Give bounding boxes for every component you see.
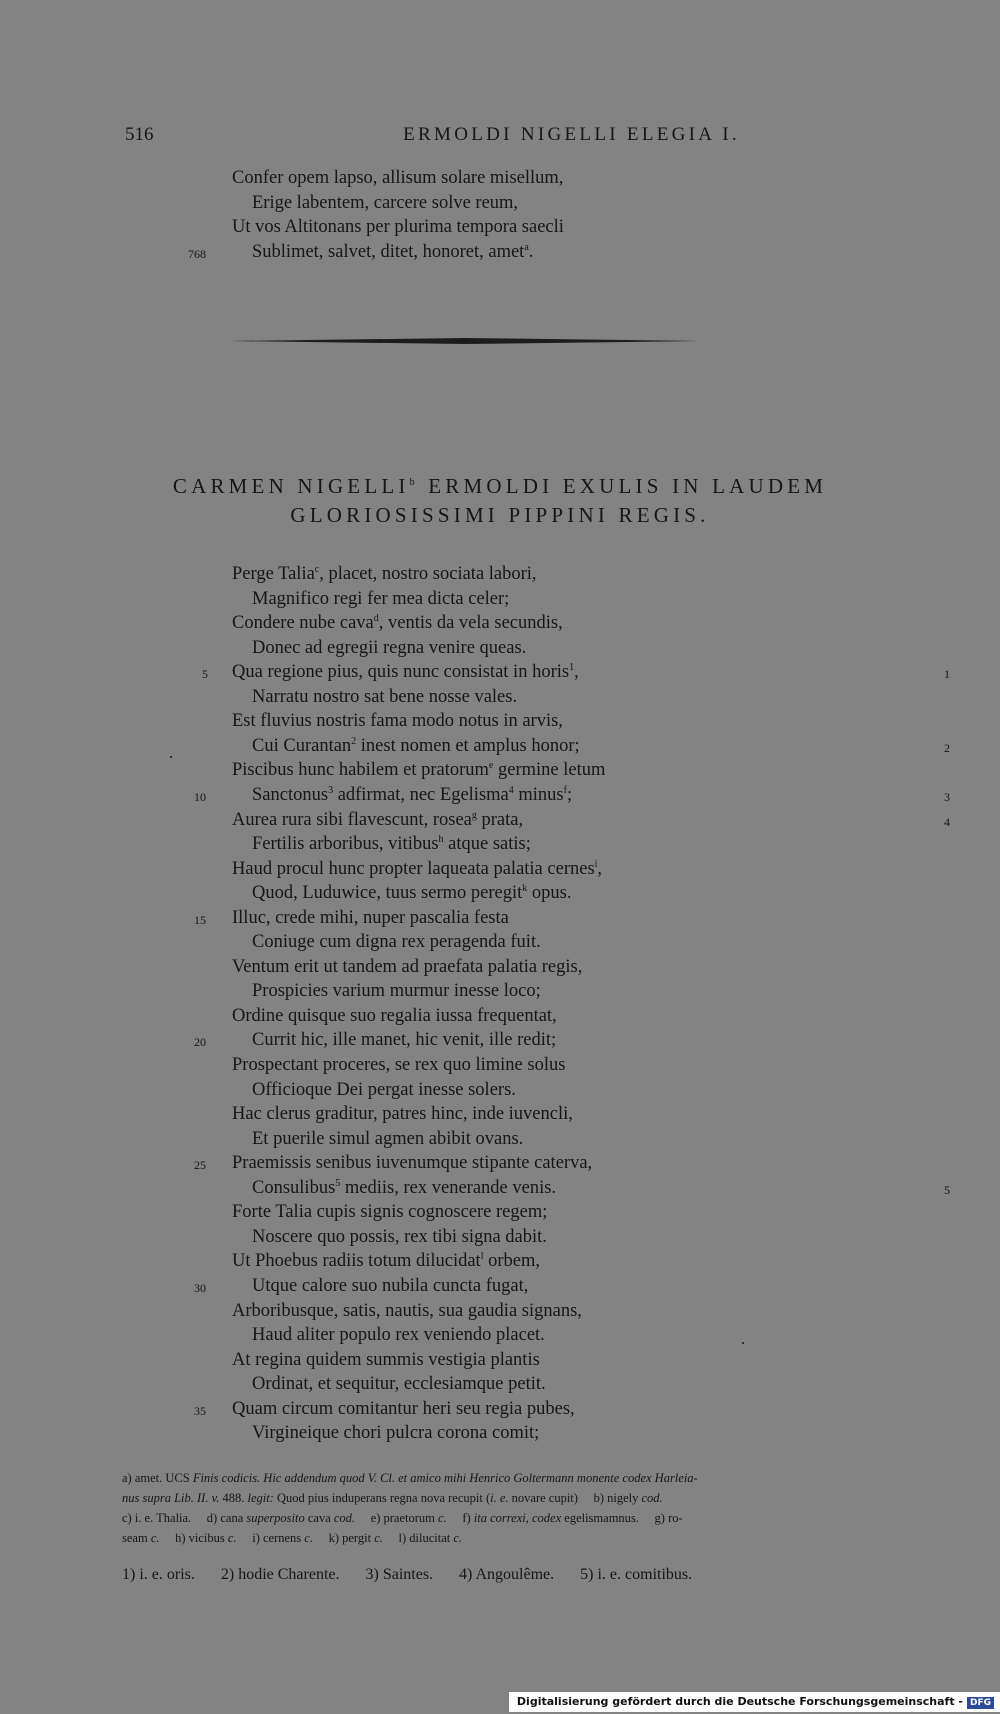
- verse-line: Noscere quo possis, rex tibi signa dabit.: [252, 1226, 547, 1247]
- line-number: 30: [194, 1280, 206, 1295]
- verse-line: Consulibus$^5$ mediis, rex venerande venis.: [252, 1177, 557, 1198]
- verse-line: Haud procul hunc propter laqueata palatia cernes$^i$,: [232, 858, 603, 879]
- line-number: 20: [194, 1035, 206, 1050]
- verse-line: Piscibus hunc habilem et pratorum$^e$ germine letum: [232, 760, 606, 781]
- verse-line: Aurea rura sibi flavescunt, rosea$^g$ prata,: [232, 809, 524, 830]
- critical-note-line-3: c) i. e. Thalia. d) cana superposito cava cod. e) praetorum c. f) ita correxi, codex egelismamnus. g) ro-: [122, 1511, 683, 1525]
- marginal-note-ref: 5: [944, 1182, 950, 1197]
- marginal-note-ref: 4: [944, 814, 950, 829]
- verse-line: Quam circum comitantur heri seu regia pubes,: [232, 1398, 575, 1419]
- verse-line: Utque calore suo nubila cuncta fugat,: [252, 1275, 529, 1296]
- verse-line: Ordinat, et sequitur, ecclesiamque petit.: [252, 1374, 546, 1395]
- verse-line: Arboribusque, satis, nautis, sua gaudia signans,: [232, 1300, 582, 1321]
- page-header: [125, 124, 740, 154]
- verse-line: Ut Phoebus radiis totum dilucidat$^l$ orbem,: [232, 1251, 540, 1272]
- dfg-logo: DFG: [967, 1697, 994, 1709]
- verse-line: Officioque Dei pergat inesse solers.: [252, 1079, 516, 1100]
- verse-line: Virgineique chori pulcra corona comit;: [252, 1423, 540, 1444]
- poem-title-line-2: GLORIOSISSIMI PIPPINI REGIS.: [290, 503, 710, 527]
- verse-line: Haud aliter populo rex veniendo placet.: [252, 1325, 545, 1346]
- line-number: 35: [194, 1403, 206, 1418]
- marginal-note-ref: 3: [944, 789, 950, 804]
- verse-line: Ordine quisque suo regalia iussa frequentat,: [232, 1005, 557, 1026]
- verse-line: Sublimet, salvet, ditet, honoret, amet$^a$.: [252, 241, 534, 262]
- section-divider-rule: [230, 336, 700, 346]
- critical-note-line-4: seam c. h) vicibus c. i) cernens c. k) pergit c. l) dilucitat c.: [122, 1531, 463, 1545]
- verse-line: Prospectant proceres, se rex quo limine solus: [232, 1055, 566, 1075]
- verse-line: Quod, Luduwice, tuus sermo peregit$^k$ opus.: [252, 882, 572, 904]
- line-number: 10: [194, 789, 206, 804]
- critical-note-line-2: nus supra Lib. II. v. 488. legit: Quod pius induperans regna nova recupit (i. e. novare cupit) b) nigely cod.: [122, 1491, 663, 1505]
- verse-line: Et puerile simul agmen abibit ovans.: [252, 1128, 524, 1149]
- explanatory-note: 1) i. e. oris.: [122, 1566, 195, 1583]
- explanatory-note: 3) Saintes.: [365, 1566, 434, 1583]
- verse-line: Est fluvius nostris fama modo notus in arvis,: [232, 711, 563, 732]
- verse-line: Cui Curantan$^2$ inest nomen et amplus honor;: [252, 735, 580, 756]
- poem-title-line-1: CARMEN NIGELLI$^b$ ERMOLDI EXULIS IN LAUDEM: [172, 474, 828, 498]
- explanatory-note: 5) i. e. comitibus.: [580, 1566, 693, 1583]
- explanatory-note: 2) hodie Charente.: [220, 1566, 340, 1583]
- line-number: 15: [194, 912, 206, 927]
- verse-line: Ut vos Altitonans per plurima tempora saecli: [232, 217, 564, 237]
- verse-line: Sanctonus$^3$ adfirmat, nec Egelisma$^4$ minus$^f$;: [252, 784, 573, 805]
- scan-speck: [742, 1342, 744, 1344]
- verse-line: Donec ad egregii regna venire queas.: [252, 637, 527, 658]
- verse-line: Perge Talia$^c$, placet, nostro sociata labori,: [232, 563, 537, 584]
- scan-speck: [170, 756, 172, 758]
- verse-line: Coniuge cum digna rex peragenda fuit.: [252, 932, 541, 953]
- explanatory-notes: [122, 1566, 718, 1584]
- verse-line: Narratu nostro sat bene nosse vales.: [252, 686, 518, 707]
- digitization-credit: Digitalisierung gefördert durch die Deutsche Forschungsgemeinschaft - DFG: [509, 1692, 1000, 1712]
- verse-line: Confer opem lapso, allisum solare misellum,: [232, 168, 564, 188]
- running-title: ERMOLDI NIGELLI ELEGIA I.: [403, 124, 740, 145]
- verse-line: Qua regione pius, quis nunc consistat in horis$^1$,: [232, 662, 579, 683]
- verse-line: Forte Talia cupis signis cognoscere regem;: [232, 1202, 548, 1223]
- page-number: 516: [125, 124, 154, 145]
- verse-line: Fertilis arboribus, vitibus$^h$ atque satis;: [252, 833, 531, 855]
- verse-line: Praemissis senibus iuvenumque stipante caterva,: [232, 1153, 593, 1174]
- marginal-note-ref: 1: [944, 667, 950, 682]
- verse-line: Ventum erit ut tandem ad praefata palatia regis,: [232, 956, 583, 977]
- line-number: 768: [188, 246, 206, 261]
- verse-line: Prospicies varium murmur inesse loco;: [252, 981, 541, 1002]
- explanatory-note: 4) Angoulême.: [459, 1566, 555, 1583]
- verse-line: Currit hic, ille manet, hic venit, ille redit;: [252, 1030, 557, 1051]
- line-number: 25: [194, 1158, 206, 1173]
- critical-note-line-1: a) amet. UCS Finis codicis. Hic addendum quod V. Cl. et amico mihi Henrico Goltermann monente codex Harleia-: [122, 1471, 698, 1485]
- verse-line: Illuc, crede mihi, nuper pascalia festa: [232, 907, 509, 928]
- verse-line: Erige labentem, carcere solve reum,: [252, 192, 519, 213]
- marginal-note-ref: 2: [944, 740, 950, 755]
- line-number: 5: [202, 667, 208, 682]
- verse-line: At regina quidem summis vestigia plantis: [232, 1349, 540, 1370]
- verse-line: Hac clerus graditur, patres hinc, inde iuvencli,: [232, 1104, 573, 1125]
- verse-line: Condere nube cava$^d$, ventis da vela secundis,: [232, 612, 563, 634]
- verse-line: Magnifico regi fer mea dicta celer;: [252, 588, 510, 609]
